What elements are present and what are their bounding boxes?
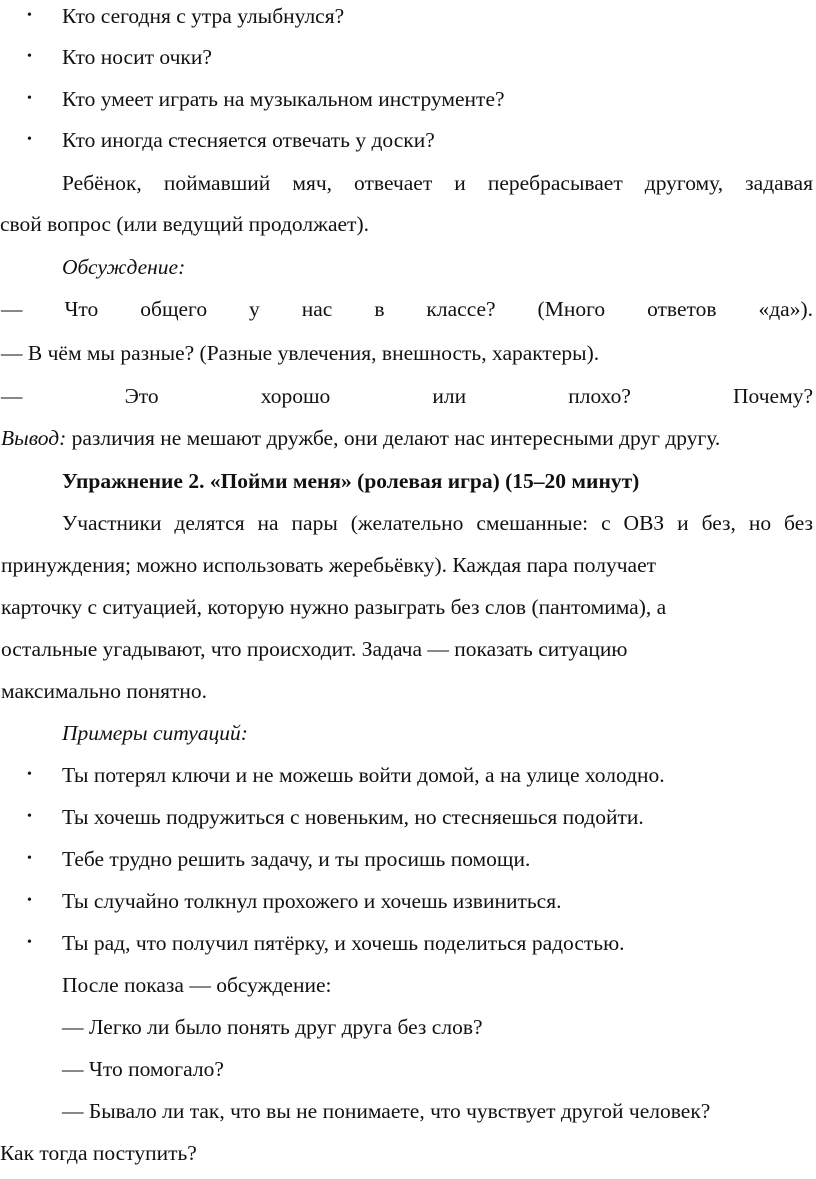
discussion-question: — В чём мы разные? (Разные увлечения, внешность, характеры).: [1, 341, 600, 365]
list-item-text: Кто иногда стесняется отвечать у доски?: [62, 128, 435, 152]
section-title: Упражнение 2. «Пойми меня» (ролевая игра) (15–20 минут): [62, 469, 640, 493]
bullet-icon: •: [27, 767, 32, 782]
list-item-text: Ты хочешь подружиться с новеньким, но стесняешься подойти.: [62, 805, 644, 829]
bullet-icon: •: [27, 49, 32, 64]
conclusion-label: Вывод:: [1, 426, 67, 450]
conclusion: [1, 425, 816, 451]
paragraph-line: карточку с ситуацией, которую нужно разыграть без слов (пантомима), а: [1, 595, 667, 619]
paragraph-line: Ребёнок, поймавший мяч, отвечает и перебрасывает другому, задавая: [62, 171, 813, 195]
paragraph-line: После показа — обсуждение:: [62, 973, 332, 997]
bullet-icon: •: [27, 851, 32, 866]
discussion-question: — Это хорошо или плохо? Почему?: [1, 384, 813, 408]
list-item-text: Тебе трудно решить задачу, и ты просишь помощи.: [62, 847, 531, 871]
paragraph-line: остальные угадывают, что происходит. Задача — показать ситуацию: [1, 637, 628, 661]
list-item-text: Кто носит очки?: [62, 45, 212, 69]
paragraph-line: свой вопрос (или ведущий продолжает).: [0, 212, 369, 236]
bullet-icon: •: [27, 8, 32, 23]
conclusion-text: различия не мешают дружбе, они делают нас интересными друг другу.: [66, 426, 721, 450]
list-item-text: Кто сегодня с утра улыбнулся?: [62, 4, 345, 28]
list-item-text: Кто умеет играть на музыкальном инструменте?: [62, 87, 505, 111]
bullet-icon: •: [27, 91, 32, 106]
list-item-text: Ты потерял ключи и не можешь войти домой, а на улице холодно.: [62, 763, 665, 787]
bullet-icon: •: [27, 132, 32, 147]
list-item-text: Ты случайно толкнул прохожего и хочешь извиниться.: [62, 889, 562, 913]
bullet-icon: •: [27, 935, 32, 950]
discussion-question: — Легко ли было понять друг друга без слов?: [62, 1015, 483, 1039]
bullet-icon: •: [27, 809, 32, 824]
paragraph-line: принуждения; можно использовать жеребьёвку). Каждая пара получает: [1, 553, 657, 577]
paragraph-line: максимально понятно.: [1, 679, 207, 703]
discussion-question: — Бывало ли так, что вы не понимаете, что чувствует другой человек?: [62, 1099, 711, 1123]
paragraph-line: Участники делятся на пары (желательно смешанные: с ОВЗ и без, но без: [62, 511, 813, 535]
examples-label: Примеры ситуаций:: [62, 721, 248, 745]
list-item-text: Ты рад, что получил пятёрку, и хочешь поделиться радостью.: [62, 931, 625, 955]
discussion-question: — Что помогало?: [62, 1057, 224, 1081]
discussion-question: — Что общего у нас в классе? (Много ответов «да»).: [1, 297, 813, 321]
paragraph-line: Как тогда поступить?: [0, 1141, 197, 1165]
discussion-label: Обсуждение:: [62, 255, 186, 279]
bullet-icon: •: [27, 893, 32, 908]
